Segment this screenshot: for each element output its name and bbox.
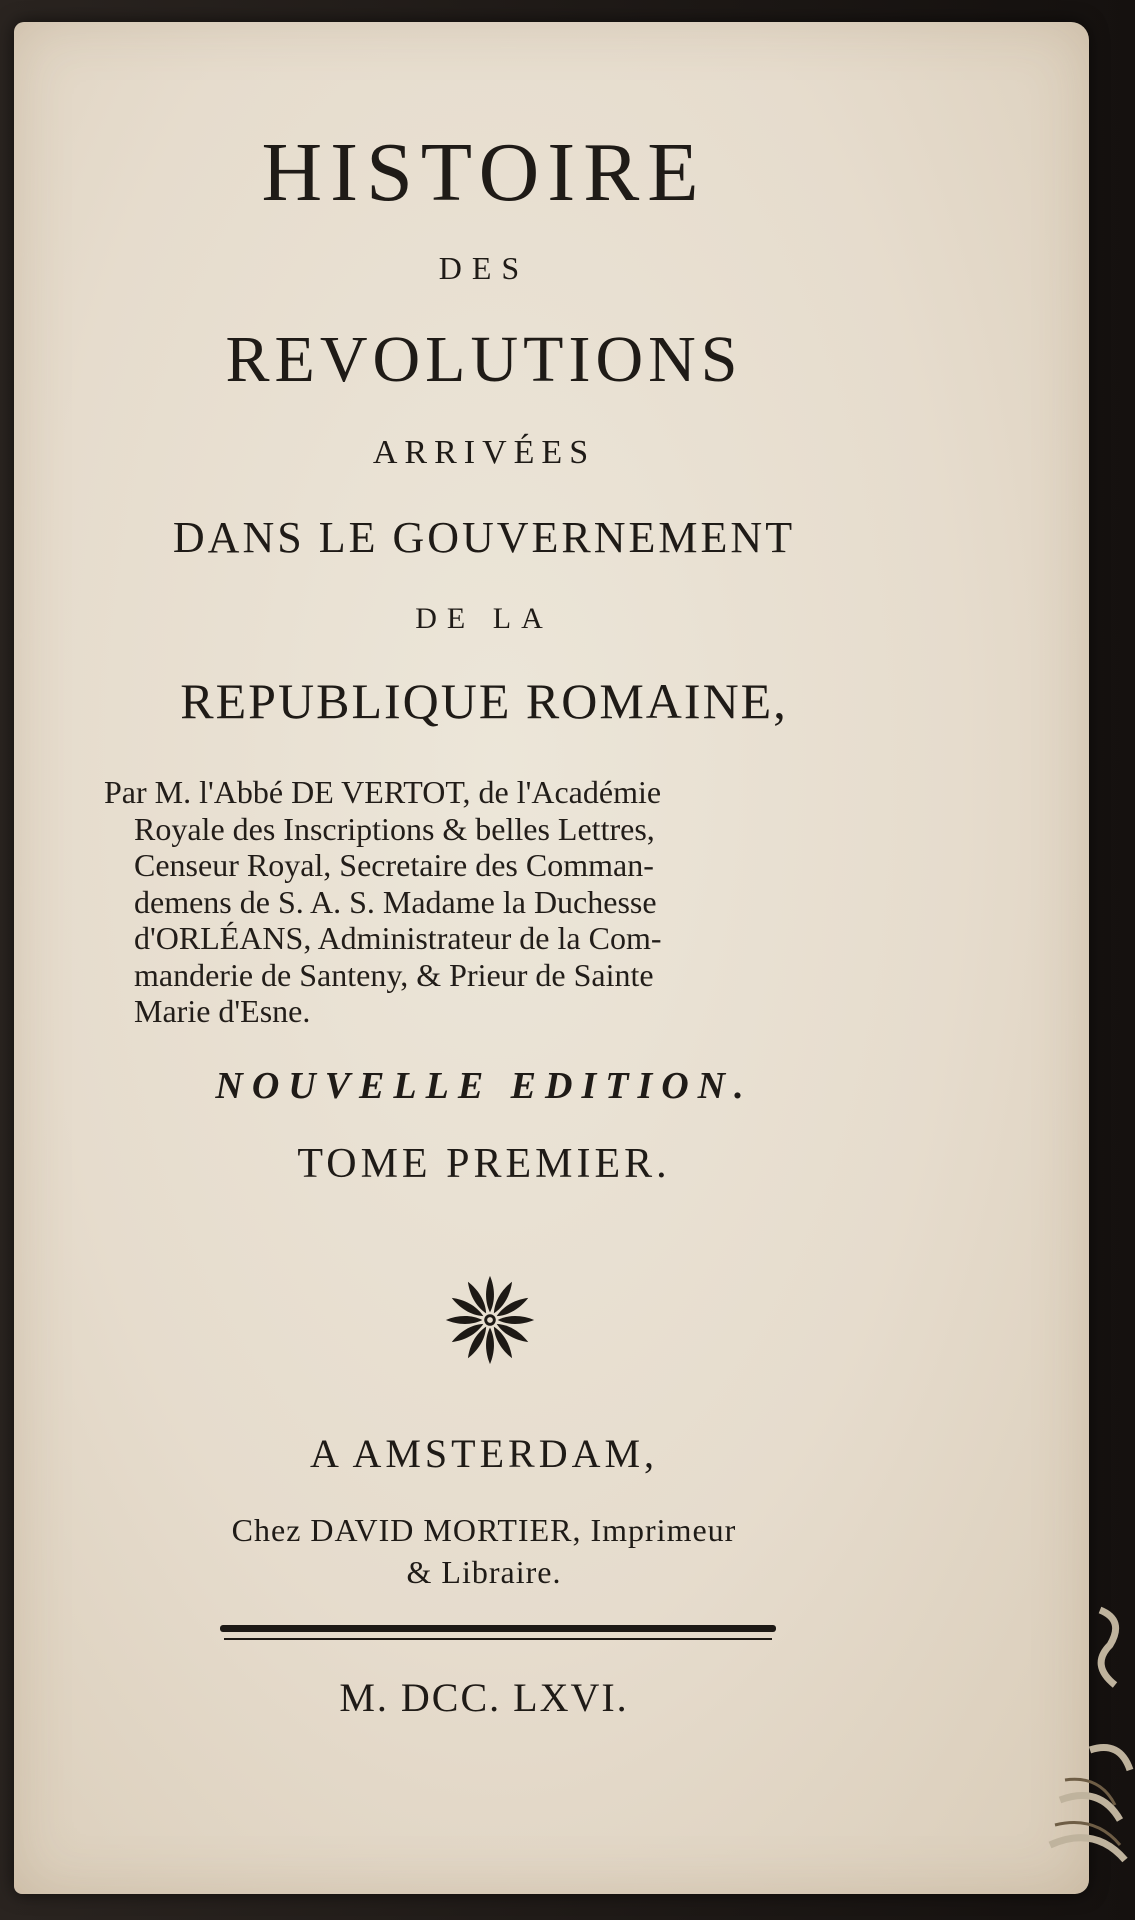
title-des: DES (438, 250, 530, 286)
author-line: demens de S. A. S. Madame la Duchesse (134, 883, 657, 920)
edition-statement: NOUVELLE EDITION. (215, 1065, 753, 1107)
title-page (14, 22, 1089, 1894)
imprint-publisher: Chez DAVID MORTIER, Imprimeur (231, 1512, 737, 1548)
volume-statement: TOME PREMIER. (297, 1141, 671, 1187)
title-de-la: DE LA (415, 602, 553, 635)
author-line: Par M. l'Abbé DE VERTOT, de l'Académie (104, 774, 662, 810)
author-line: Censeur Royal, Secretaire des Comman- (134, 847, 654, 883)
title-arrivees: ARRIVÉES (372, 434, 596, 471)
author-line: manderie de Santeny, & Prieur de Sainte (134, 956, 654, 993)
printers-flower-ornament-icon (442, 1272, 538, 1368)
imprint-rule (220, 1625, 776, 1632)
metal-clasp (1030, 1600, 1135, 1900)
author-line: d'ORLÉANS, Administrateur de la Com- (134, 920, 662, 956)
author-line: Royale des Inscriptions & belles Lettres, (134, 810, 655, 847)
author-line: Marie d'Esne. (134, 993, 311, 1029)
imprint-rule-thin (224, 1638, 772, 1640)
author-statement (104, 774, 884, 1030)
title-revolutions: REVOLUTIONS (225, 323, 743, 396)
title-histoire: HISTOIRE (261, 126, 707, 219)
title-dans-le-gouvernement: DANS LE GOUVERNEMENT (172, 513, 796, 562)
imprint-publisher-cont: & Libraire. (406, 1554, 562, 1590)
title-republique-romaine: REPUBLIQUE ROMAINE, (180, 673, 788, 729)
imprint-place: A AMSTERDAM, (309, 1431, 659, 1476)
imprint-date: M. DCC. LXVI. (339, 1675, 629, 1720)
